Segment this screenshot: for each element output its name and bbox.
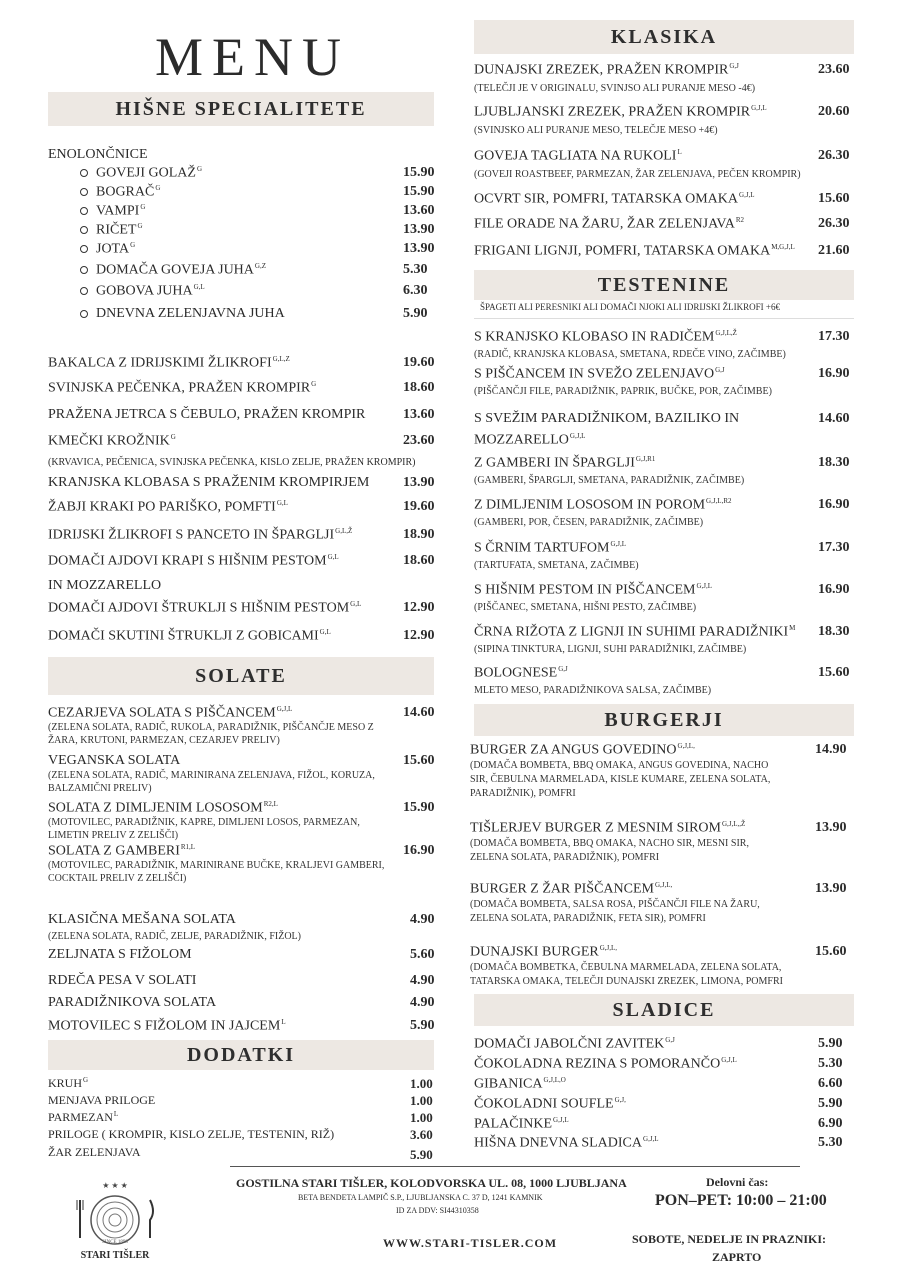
testenine-subtitle: ŠPAGETI ALI PERESNIKI ALI DOMAČI NJOKI ALI IDRIJSKI ŽLIKROFI +6€ bbox=[480, 302, 780, 312]
footer-divider bbox=[230, 1166, 800, 1167]
item-name: LJUBLJANSKI ZREZEK, PRAŽEN KROMPIR bbox=[474, 104, 751, 120]
closed-label: SOBOTE, NEDELJE IN PRAZNIKI: bbox=[632, 1232, 827, 1246]
menu-item-name bbox=[80, 262, 266, 279]
item-price: 13.90 bbox=[815, 820, 847, 835]
item-price: 15.90 bbox=[403, 800, 435, 815]
menu-item-name bbox=[48, 527, 352, 544]
item-name: KLASIČNA MEŠANA SOLATA bbox=[48, 912, 236, 927]
menu-item-name bbox=[474, 148, 682, 165]
allergen-code: G,J,L bbox=[751, 104, 767, 112]
item-name: SVINJSKA PEČENKA, PRAŽEN KROMPIR bbox=[48, 380, 311, 396]
logo-text: STARI TIŠLER bbox=[80, 1250, 150, 1261]
item-name: S SVEŽIM PARADIŽNIKOM, BAZILIKO IN bbox=[474, 411, 740, 426]
allergen-code: G bbox=[311, 380, 317, 388]
allergen-code: G,J,L bbox=[643, 1135, 659, 1143]
svg-text:★ ★ ★: ★ ★ ★ bbox=[102, 1181, 128, 1190]
bullet-icon bbox=[80, 169, 88, 177]
allergen-code: G,L,Z bbox=[272, 355, 290, 363]
item-description: (PIŠČANČJI FILE, PARADIŽNIK, PAPRIK, BUČKE, POR, ZAČIMBE) bbox=[474, 386, 772, 397]
hours-label: Delovni čas: bbox=[706, 1175, 769, 1189]
item-price: 5.90 bbox=[818, 1096, 843, 1111]
allergen-code: G,J bbox=[729, 62, 739, 70]
item-name: MOTOVILEC S FIŽOLOM IN JAJCEM bbox=[48, 1018, 281, 1034]
item-price: 17.30 bbox=[818, 540, 850, 555]
item-description: (TELEČJI JE V ORIGINALU, SVINJSO ALI PURANJE MESO -4€) bbox=[474, 83, 756, 94]
allergen-code: G,J,L,R2 bbox=[706, 497, 732, 505]
allergen-code: G,J,L, bbox=[654, 881, 673, 889]
item-price: 18.60 bbox=[403, 553, 435, 568]
allergen-code: G,L bbox=[319, 628, 331, 636]
allergen-code: G bbox=[83, 1076, 89, 1084]
menu-item-name bbox=[48, 407, 365, 423]
menu-item-name bbox=[470, 944, 617, 961]
item-price: 21.60 bbox=[818, 243, 850, 258]
item-price: 26.30 bbox=[818, 216, 850, 231]
item-price: 13.60 bbox=[403, 203, 435, 218]
item-description: (MOTOVILEC, PARADIŽNIK, MARINIRANE BUČKE, KRALJEVI GAMBERI, bbox=[48, 860, 385, 871]
item-name: BURGER ZA ANGUS GOVEDINO bbox=[470, 742, 677, 758]
enol-title: ENOLONČNICE bbox=[48, 147, 148, 162]
allergen-code: G,L,Ž bbox=[335, 527, 353, 535]
closed-value: ZAPRTO bbox=[712, 1250, 762, 1264]
item-name: PALAČINKE bbox=[474, 1116, 553, 1132]
allergen-code: G,J,L bbox=[553, 1116, 569, 1124]
allergen-code: G,L bbox=[327, 553, 339, 561]
item-name: SOLATA Z GAMBERI bbox=[48, 843, 180, 859]
item-price: 12.90 bbox=[403, 628, 435, 643]
item-description: COCKTAIL PRELIV Z ZELIŠČI) bbox=[48, 873, 187, 884]
item-price: 14.90 bbox=[815, 742, 847, 757]
item-price: 13.90 bbox=[403, 241, 435, 256]
menu-item-name bbox=[48, 705, 292, 722]
allergen-code: G,J,L bbox=[696, 582, 713, 590]
allergen-code: G,J bbox=[558, 665, 568, 673]
item-name: ČRNA RIŽOTA Z LIGNJI IN SUHIMI PARADIŽNIKI bbox=[474, 624, 789, 640]
item-name: BURGER Z ŽAR PIŠČANCEM bbox=[470, 881, 654, 897]
menu-item-name bbox=[474, 1135, 659, 1152]
item-price: 1.00 bbox=[410, 1076, 433, 1091]
item-description: (SIPINA TINKTURA, LIGNJI, SUHI PARADIŽNIKI, ZAČIMBE) bbox=[474, 644, 747, 655]
item-name: IDRIJSKI ŽLIKROFI S PANCETO IN ŠPARGLJI bbox=[48, 527, 335, 543]
menu-item-name bbox=[80, 306, 285, 322]
item-price: 26.30 bbox=[818, 148, 850, 163]
item-name: DOMAČI AJDOVI KRAPI S HIŠNIM PESTOM bbox=[48, 553, 327, 569]
item-name: PARMEZAN bbox=[48, 1110, 113, 1124]
bullet-icon bbox=[80, 207, 88, 215]
item-price: 15.60 bbox=[818, 191, 850, 206]
hours-value: PON–PET: 10:00 – 21:00 bbox=[655, 1192, 827, 1209]
item-price: 12.90 bbox=[403, 600, 435, 615]
item-name: VEGANSKA SOLATA bbox=[48, 753, 181, 768]
item-price: 1.00 bbox=[410, 1093, 433, 1108]
item-price: 6.60 bbox=[818, 1076, 843, 1091]
item-name: GIBANICA bbox=[474, 1076, 543, 1092]
item-price: 16.90 bbox=[818, 582, 850, 597]
allergen-code: G bbox=[137, 222, 143, 230]
menu-item-name bbox=[48, 800, 278, 817]
testenine-divider bbox=[474, 318, 854, 319]
item-price: 15.60 bbox=[815, 944, 847, 959]
item-price: 14.60 bbox=[818, 411, 850, 426]
allergen-code: R2,L bbox=[263, 800, 278, 808]
allergen-code: G bbox=[130, 241, 136, 249]
item-description: (DOMAČA BOMBETKA, ČEBULNA MARMELADA, ZELENA SOLATA, bbox=[470, 962, 782, 973]
item-name: BOLOGNESE bbox=[474, 665, 558, 681]
item-name: KMEČKI KROŽNIK bbox=[48, 433, 170, 449]
footer-address: GOSTILNA STARI TIŠLER, KOLODVORSKA UL. 08, 1000 LJUBLJANA bbox=[236, 1176, 627, 1190]
item-price: 5.90 bbox=[410, 1018, 435, 1033]
menu-item-name bbox=[48, 995, 216, 1011]
menu-item-name bbox=[474, 243, 795, 260]
menu-item-name bbox=[48, 1110, 118, 1125]
item-description: BALZAMIČNI PRELIV) bbox=[48, 783, 152, 794]
menu-item-name bbox=[48, 973, 196, 989]
footer-web-link[interactable]: WWW.STARI-TISLER.COM bbox=[383, 1236, 558, 1250]
item-name: ČOKOLADNA REZINA S POMORANČO bbox=[474, 1056, 721, 1072]
allergen-code: L bbox=[677, 148, 682, 156]
item-description: ŽARA, KRUTONI, PARMEZAN, CEZARJEV PRELIV) bbox=[48, 735, 280, 746]
item-name: S KRANJSKO KLOBASO IN RADIČEM bbox=[474, 329, 715, 345]
item-name: FRIGANI LIGNJI, POMFRI, TATARSKA OMAKA bbox=[474, 243, 771, 259]
item-description: ZELENA SOLATA, PARADIŽNIK), POMFRI bbox=[470, 852, 660, 863]
item-name: CEZARJEVA SOLATA S PIŠČANCEM bbox=[48, 705, 276, 721]
allergen-code: M,G,J,L bbox=[771, 243, 795, 251]
item-price: 14.60 bbox=[403, 705, 435, 720]
menu-item-name bbox=[474, 1076, 566, 1093]
menu-item-name bbox=[474, 104, 767, 121]
allergen-code: G,L bbox=[193, 283, 205, 291]
item-name: PRAŽENA JETRCA S ČEBULO, PRAŽEN KROMPIR bbox=[48, 407, 366, 422]
item-description: (DOMAČA BOMBETA, BBQ OMAKA, ANGUS GOVEDINA, NACHO bbox=[470, 760, 769, 771]
item-price: 4.90 bbox=[410, 995, 435, 1010]
menu-item-name bbox=[474, 540, 626, 557]
item-price: 6.30 bbox=[403, 283, 428, 298]
item-name: RIČET bbox=[96, 222, 137, 238]
item-name: (KRVAVICA, PEČENICA, SVINJSKA PEČENKA, KISLO ZELJE, PRAŽEN KROMPIR) bbox=[48, 457, 416, 468]
item-price: 5.90 bbox=[818, 1036, 843, 1051]
allergen-code: L bbox=[113, 1110, 119, 1118]
bullet-icon bbox=[80, 287, 88, 295]
menu-item-name bbox=[48, 947, 192, 963]
item-name: ŽABJI KRAKI PO PARIŠKO, POMFTI bbox=[48, 499, 276, 515]
allergen-code: G,J,L, bbox=[677, 742, 695, 750]
item-name: ŽAR ZELENJAVA bbox=[48, 1145, 141, 1159]
allergen-code: G bbox=[170, 433, 176, 441]
heading-solate-text: SOLATE bbox=[195, 664, 287, 687]
item-name: FILE ORADE NA ŽARU, ŽAR ZELENJAVA bbox=[474, 216, 735, 232]
item-description: (GAMBERI, POR, ČESEN, PARADIŽNIK, ZAČIMBE) bbox=[474, 517, 704, 528]
item-price: 18.60 bbox=[403, 380, 435, 395]
item-price: 5.90 bbox=[410, 1147, 433, 1162]
menu-item-name bbox=[48, 600, 361, 617]
menu-item-name bbox=[474, 62, 739, 79]
item-price: 5.90 bbox=[403, 306, 428, 321]
item-name: JOTA bbox=[96, 241, 130, 257]
item-price: 6.90 bbox=[818, 1116, 843, 1131]
menu-item-name bbox=[48, 433, 176, 450]
menu-item-name bbox=[80, 184, 160, 201]
menu-item-name bbox=[474, 497, 732, 514]
footer-company: BETA BENDETA LAMPIČ S.P., LJUBLJANSKA C. 37 D, 1241 KAMNIK bbox=[298, 1193, 543, 1202]
bullet-icon bbox=[80, 310, 88, 318]
item-name: GOBOVA JUHA bbox=[96, 283, 193, 299]
item-price: 17.30 bbox=[818, 329, 850, 344]
heading-klasika-text: KLASIKA bbox=[610, 25, 718, 48]
item-name: BAKALCA Z IDRIJSKIMI ŽLIKROFI bbox=[48, 355, 272, 371]
menu-item-name bbox=[474, 191, 755, 208]
item-description: MLETO MESO, PARADIŽNIKOVA SALSA, ZAČIMBE) bbox=[474, 685, 712, 696]
heading-solate bbox=[48, 657, 434, 695]
bullet-icon bbox=[80, 266, 88, 274]
item-name: S PIŠČANCEM IN SVEŽO ZELENJAVO bbox=[474, 366, 715, 382]
item-price: 19.60 bbox=[403, 355, 435, 370]
allergen-code: L bbox=[281, 1018, 286, 1026]
heading-burgerji-text: BURGERJI bbox=[604, 708, 724, 731]
allergen-code: G bbox=[140, 203, 146, 211]
allergen-code: G,J bbox=[665, 1036, 675, 1044]
menu-item-name bbox=[48, 1127, 334, 1142]
item-description: (ZELENA SOLATA, RADIČ, MARINIRANA ZELENJAVA, FIŽOL, KORUZA, bbox=[48, 770, 375, 781]
item-name: PARADIŽNIKOVA SOLATA bbox=[48, 995, 217, 1010]
heading-sladice-text: SLADICE bbox=[612, 998, 716, 1021]
item-description: (GAMBERI, ŠPARGLJI, SMETANA, PARADIŽNIK, ZAČIMBE) bbox=[474, 475, 745, 486]
menu-item-name bbox=[48, 1018, 286, 1035]
menu-item-name bbox=[48, 1093, 155, 1108]
footer-ddv: ID ZA DDV: SI44310358 bbox=[396, 1206, 479, 1215]
menu-item-name bbox=[474, 582, 712, 599]
menu-item-name bbox=[80, 283, 205, 300]
item-name: DUNAJSKI BURGER bbox=[470, 944, 599, 960]
item-name: HIŠNA DNEVNA SLADICA bbox=[474, 1135, 643, 1151]
item-description: (ZELENA SOLATA, RADIČ, RUKOLA, PARADIŽNIK, PIŠČANČJE MESO Z bbox=[48, 722, 374, 733]
item-price: 15.90 bbox=[403, 165, 435, 180]
menu-item-name bbox=[474, 455, 655, 472]
menu-item-name bbox=[48, 457, 415, 468]
item-name: RDEČA PESA V SOLATI bbox=[48, 973, 197, 988]
allergen-code: G,J bbox=[715, 366, 725, 374]
allergen-code: G,L bbox=[350, 600, 362, 608]
menu-item-name bbox=[80, 165, 202, 182]
item-price: 13.90 bbox=[815, 881, 847, 896]
item-name: MOZZARELLO bbox=[474, 432, 569, 448]
item-name: OCVRT SIR, POMFRI, TATARSKA OMAKA bbox=[474, 191, 739, 207]
menu-item-name bbox=[48, 355, 290, 372]
item-price: 13.90 bbox=[403, 475, 435, 490]
item-price: 18.30 bbox=[818, 624, 850, 639]
item-name: DNEVNA ZELENJAVNA JUHA bbox=[96, 306, 285, 321]
allergen-code: G,J,R1 bbox=[635, 455, 656, 463]
item-description: (RADIČ, KRANJSKA KLOBASA, SMETANA, RDEČE VINO, ZAČIMBE) bbox=[474, 349, 786, 360]
heading-hisne-specialitete bbox=[48, 92, 434, 126]
menu-item-name bbox=[80, 222, 143, 239]
item-name: ČOKOLADNI SOUFLE bbox=[474, 1096, 614, 1112]
item-description: SIR, ČEBULNA MARMELADA, KISLE KUMARE, ZELENA SOLATA, bbox=[470, 774, 771, 785]
heading-dodatki bbox=[48, 1040, 434, 1070]
item-name: MENJAVA PRILOGE bbox=[48, 1093, 156, 1107]
allergen-code: R1,L bbox=[180, 843, 196, 851]
menu-item-name bbox=[48, 753, 180, 769]
item-price: 20.60 bbox=[818, 104, 850, 119]
allergen-code: G,J,L,O bbox=[543, 1076, 566, 1084]
menu-item-name bbox=[474, 432, 585, 449]
item-price: 3.60 bbox=[410, 1127, 433, 1142]
item-name: KRANJSKA KLOBASA S PRAŽENIM KROMPIRJEM bbox=[48, 475, 370, 490]
menu-item-name bbox=[470, 742, 695, 759]
item-description: LIMETIN PRELIV Z ZELIŠČI) bbox=[48, 830, 179, 841]
menu-item-name bbox=[474, 1116, 569, 1133]
logo-since: SINCE 1898 bbox=[102, 1240, 128, 1245]
item-name: GOVEJA TAGLIATA NA RUKOLI bbox=[474, 148, 677, 164]
item-name: TIŠLERJEV BURGER Z MESNIM SIROM bbox=[470, 820, 721, 836]
allergen-code: G,Z bbox=[254, 262, 266, 270]
allergen-code: R2 bbox=[735, 216, 744, 224]
bullet-icon bbox=[80, 188, 88, 196]
menu-item-name bbox=[470, 820, 745, 837]
item-price: 16.90 bbox=[818, 366, 850, 381]
allergen-code: G,J,L bbox=[721, 1056, 737, 1064]
menu-item-name bbox=[474, 665, 568, 682]
item-description: (SVINJSKO ALI PURANJE MESO, TELEČJE MESO +4€) bbox=[474, 125, 718, 136]
item-name: SOLATA Z DIMLJENIM LOSOSOM bbox=[48, 800, 263, 816]
allergen-code: G,J,L,Ž bbox=[715, 329, 737, 337]
menu-item-name bbox=[48, 380, 316, 397]
bullet-icon bbox=[80, 226, 88, 234]
item-name: Z GAMBERI IN ŠPARGLJI bbox=[474, 455, 635, 471]
item-price: 4.90 bbox=[410, 912, 435, 927]
item-name: DUNAJSKI ZREZEK, PRAŽEN KROMPIR bbox=[474, 62, 729, 78]
menu-item-name bbox=[48, 499, 288, 516]
menu-item-name bbox=[474, 1056, 737, 1073]
item-name: VAMPI bbox=[96, 203, 140, 219]
item-price: 5.30 bbox=[403, 262, 428, 277]
item-name: GOVEJI GOLAŽ bbox=[96, 165, 196, 181]
item-description: (DOMAČA BOMBETA, SALSA ROSA, PIŠČANČJI FILE NA ŽARU, bbox=[470, 899, 760, 910]
item-description: (PIŠČANEC, SMETANA, HIŠNI PESTO, ZAČIMBE) bbox=[474, 602, 697, 613]
item-price: 13.90 bbox=[403, 222, 435, 237]
item-price: 5.30 bbox=[818, 1135, 843, 1150]
item-name: DOMAČA GOVEJA JUHA bbox=[96, 262, 254, 278]
logo bbox=[70, 1178, 160, 1268]
item-price: 18.90 bbox=[403, 527, 435, 542]
heading-dodatki-text: DODATKI bbox=[186, 1043, 296, 1066]
item-description: ZELENA SOLATA, PARADIŽNIK, FETA SIR), POMFRI bbox=[470, 913, 706, 924]
menu-item-name bbox=[474, 216, 744, 233]
menu-item-name bbox=[470, 881, 672, 898]
item-description: (TARTUFATA, SMETANA, ZAČIMBE) bbox=[474, 560, 639, 571]
item-price: 1.00 bbox=[410, 1110, 433, 1125]
item-description: (ZELENA SOLATA, RADIČ, ZELJE, PARADIŽNIK, FIŽOL) bbox=[48, 931, 301, 942]
menu-title: MENU bbox=[155, 27, 350, 87]
item-description: TATARSKA OMAKA, TELEČJI DUNAJSKI ZREZEK, LIMONA, POMFRI bbox=[470, 976, 783, 987]
heading-klasika bbox=[474, 20, 854, 54]
allergen-code: G bbox=[155, 184, 161, 192]
item-name: ZELJNATA S FIŽOLOM bbox=[48, 947, 192, 962]
item-name: PRILOGE ( KROMPIR, KISLO ZELJE, TESTENIN, RIŽ) bbox=[48, 1127, 335, 1141]
item-price: 5.60 bbox=[410, 947, 435, 962]
heading-burgerji bbox=[474, 704, 854, 736]
item-price: 15.60 bbox=[818, 665, 850, 680]
menu-item-name bbox=[48, 475, 369, 491]
item-price: 19.60 bbox=[403, 499, 435, 514]
heading-sladice bbox=[474, 994, 854, 1026]
menu-item-name bbox=[48, 553, 339, 570]
menu-item-name bbox=[80, 203, 145, 220]
allergen-code: G bbox=[196, 165, 202, 173]
menu-item-name bbox=[48, 1076, 88, 1091]
item-price: 13.60 bbox=[403, 407, 435, 422]
menu-item-name bbox=[80, 241, 135, 258]
allergen-code: G,J,L bbox=[276, 705, 293, 713]
item-price: 15.90 bbox=[403, 184, 435, 199]
item-name: S HIŠNIM PESTOM IN PIŠČANCEM bbox=[474, 582, 696, 598]
menu-item-name bbox=[474, 366, 725, 383]
heading-testenine-text: TESTENINE bbox=[597, 273, 731, 296]
item-name: S ČRNIM TARTUFOM bbox=[474, 540, 610, 556]
item-price: 23.60 bbox=[403, 433, 435, 448]
allergen-code: M bbox=[789, 624, 796, 632]
bullet-icon bbox=[80, 245, 88, 253]
item-price: 15.60 bbox=[403, 753, 435, 768]
item-price: 18.30 bbox=[818, 455, 850, 470]
allergen-code: G,J,L bbox=[739, 191, 755, 199]
item-name: IN MOZZARELLO bbox=[48, 578, 162, 593]
menu-item-name bbox=[474, 1036, 675, 1053]
item-name: DOMAČI AJDOVI ŠTRUKLJI S HIŠNIM PESTOM bbox=[48, 600, 350, 616]
item-price: 16.90 bbox=[818, 497, 850, 512]
menu-item-name bbox=[48, 628, 331, 645]
item-price: 16.90 bbox=[403, 843, 435, 858]
menu-item-name bbox=[48, 843, 195, 860]
menu-item-name bbox=[48, 912, 236, 928]
menu-item-name bbox=[474, 1096, 626, 1113]
menu-item-name bbox=[474, 624, 795, 641]
allergen-code: G,J,L,,Ž bbox=[722, 820, 746, 828]
item-description: PARADIŽNIK), POMFRI bbox=[470, 788, 576, 799]
item-name: KRUH bbox=[48, 1076, 83, 1090]
item-name: DOMAČI SKUTINI ŠTRUKLJI Z GOBICAMI bbox=[48, 628, 319, 644]
allergen-code: G,J,L bbox=[610, 540, 627, 548]
allergen-code: G,L bbox=[276, 499, 288, 507]
menu-item-name bbox=[48, 1145, 141, 1160]
allergen-code: G,J,L, bbox=[599, 944, 618, 952]
allergen-code: G,J,L bbox=[569, 432, 586, 440]
item-description: (DOMAČA BOMBETA, BBQ OMAKA, NACHO SIR, MESNI SIR, bbox=[470, 838, 749, 849]
item-description: (MOTOVILEC, PARADIŽNIK, KAPRE, DIMLJENI LOSOS, PARMEZAN, bbox=[48, 817, 360, 828]
heading-hisne-text: HIŠNE SPECIALITETE bbox=[115, 97, 367, 120]
item-price: 4.90 bbox=[410, 973, 435, 988]
menu-item-name bbox=[474, 329, 737, 346]
item-description: (GOVEJI ROASTBEEF, PARMEZAN, ŽAR ZELENJAVA, PEČEN KROMPIR) bbox=[474, 169, 801, 180]
heading-testenine bbox=[474, 270, 854, 300]
item-name: BOGRAČ bbox=[96, 184, 155, 200]
item-price: 5.30 bbox=[818, 1056, 843, 1071]
item-name: Z DIMLJENIM LOSOSOM IN POROM bbox=[474, 497, 706, 513]
item-name: DOMAČI JABOLČNI ZAVITEK bbox=[474, 1036, 665, 1052]
menu-item-name bbox=[48, 578, 161, 594]
allergen-code: G,J, bbox=[614, 1096, 626, 1104]
item-price: 23.60 bbox=[818, 62, 850, 77]
menu-item-name bbox=[474, 411, 739, 427]
